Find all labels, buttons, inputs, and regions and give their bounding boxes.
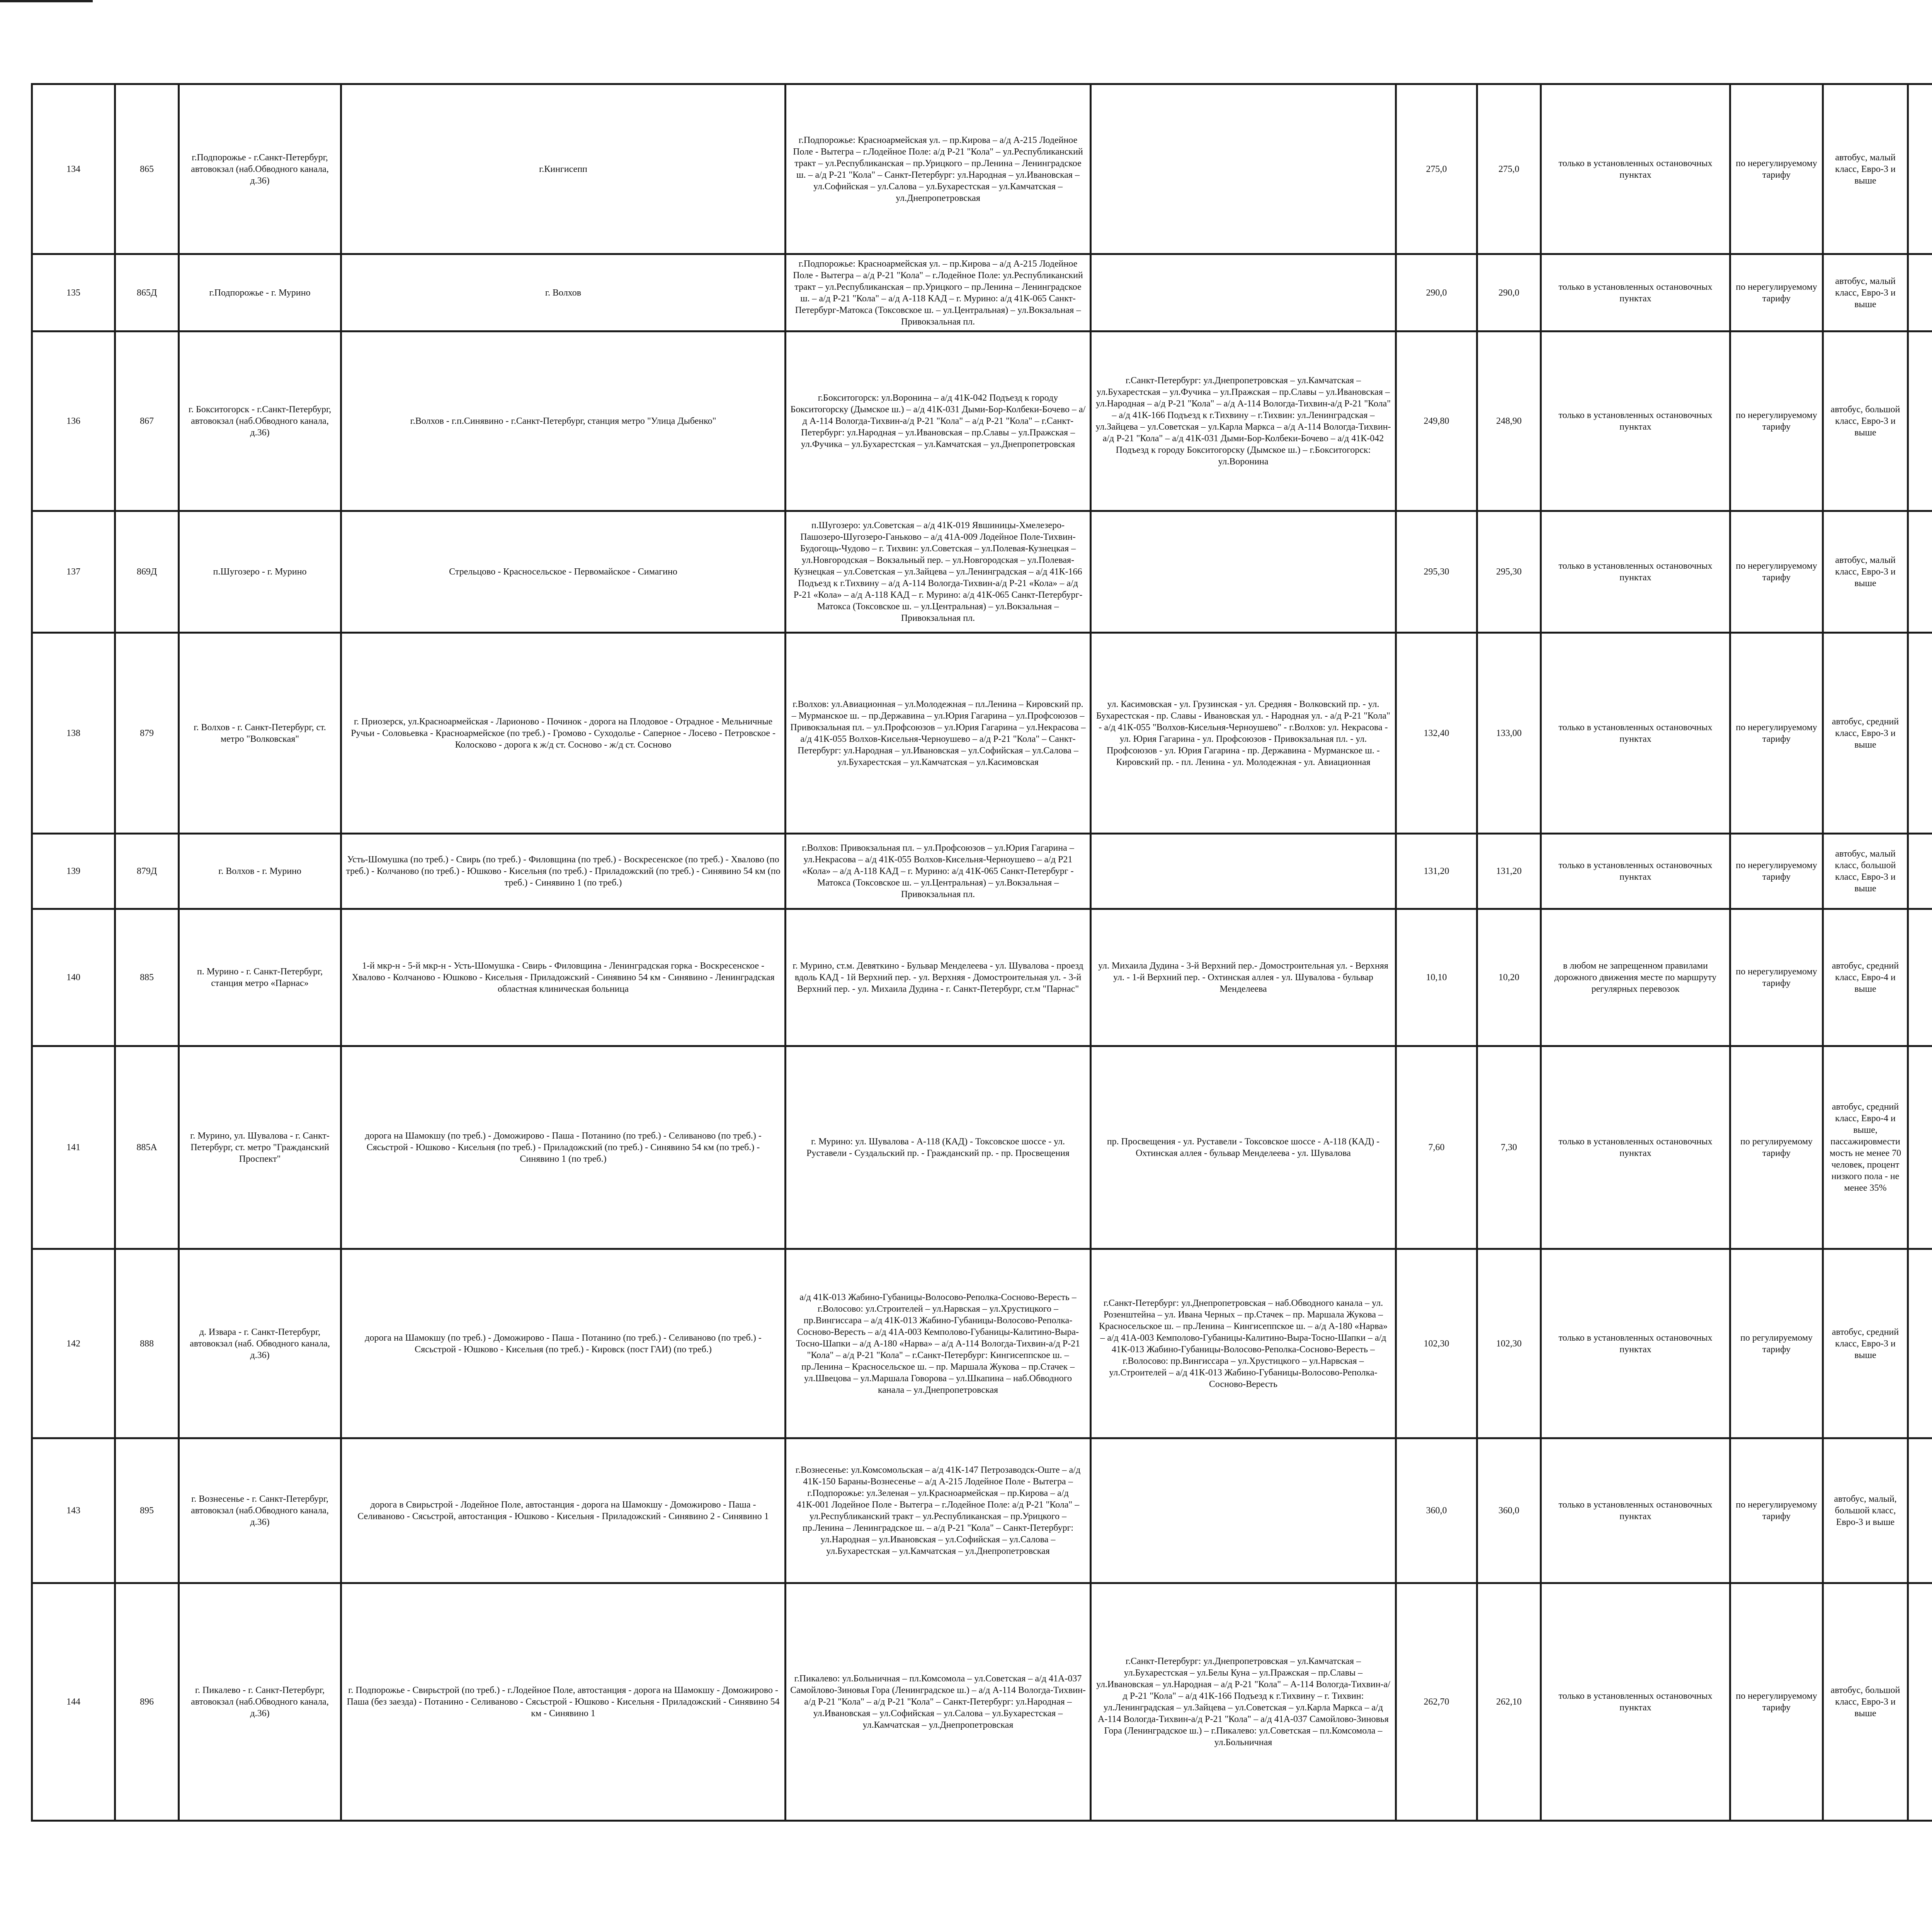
- streets-back-text: г.Санкт-Петербург: ул.Днепропетровская – ул.Камчатская – ул.Бухарестская – ул.Белы Куна – ул.Пражская – пр.Славы – ул.Ивановская – ул.Народная – а/д Р-21 "Кола" – А-114 Вологда-Тихвин-а/д Р-21 "Кола" – а/д 41К-166 Подъезд к г.Тихвину – г. Тихвин: ул.Ленинградская – ул.Зайцева – ул.Советская – ул.Карла Маркса – а/д А-114 Вологда-Тихвин-а/д Р-21 "Кола" – а/д 41А-037 Самойлово-Зиновья Гора (Ленинградское ш.) – г.Пикалево: ул.Советская – пл.Комсомола – ул.Больничная: [1096, 1656, 1390, 1747]
- length-back-text: 7,30: [1501, 1142, 1517, 1152]
- row-number-text: 138: [66, 728, 80, 738]
- row-number-text: 144: [66, 1697, 80, 1707]
- route-number-text: 865Д: [136, 287, 157, 298]
- vehicle-class-text: автобус, средний класс, Евро-4 и выше, пассажировместимость не менее 70 человек, процент низкого пола - не менее 35%: [1829, 1102, 1901, 1193]
- streets-forward-text: г. Мурино, ст.м. Девяткино - Бульвар Менделеева - ул. Шувалова - проезд вдоль КАД - 1й Верхний пер. - ул. Верхняя - Домостроительная ул. - 3-й Верхний пер. - ул. Михаила Дудина - г. Санкт-Петербург, ст.м "Парнас": [793, 961, 1083, 994]
- streets-back-text: г.Санкт-Петербург: ул.Днепропетровская – ул.Камчатская – ул.Бухарестская – ул.Фучика – ул.Пражская – пр.Славы – ул.Ивановская – ул.Народная – а/д Р-21 "Кола" – а/д А-114 Вологда-Тихвин-а/д Р-21 "Кола" – а/д 41К-166 Подъезд к г.Тихвину – г.Тихвин: ул.Ленинградская – ул.Зайцева – ул.Советская – ул.Карла Маркса – а/д А-114 Вологда-Тихвин-а/д Р-21 "Кола" – а/д 41К-031 Дыми-Бор-Колбеки-Бочево – а/д 41К-042 Подъезд к городу Бокситогорску (Дымское ш.) – г.Бокситогорск: ул.Воронина: [1095, 376, 1391, 467]
- table-row: [32, 834, 1932, 909]
- streets-back-cell: [1091, 511, 1396, 633]
- row-number-cell: [32, 331, 115, 511]
- row-number-cell: [32, 909, 115, 1046]
- vehicle-class-text: автобус, малый класс, Евро-3 и выше: [1835, 555, 1896, 588]
- boarding-procedure-text: только в установленных остановочных пунктах: [1558, 722, 1713, 744]
- route-endpoints-text: п.Шугозеро - г. Мурино: [213, 567, 307, 577]
- length-back-text: 295,30: [1496, 567, 1522, 577]
- route-endpoints-cell: [179, 834, 341, 909]
- row-number-cell: [32, 254, 115, 331]
- route-endpoints-cell: [179, 331, 341, 511]
- intermediate-stops-cell: [341, 834, 786, 909]
- length-forward-cell: [1396, 1583, 1477, 1821]
- boarding-procedure-cell: [1541, 909, 1730, 1046]
- row-number-cell: [32, 1249, 115, 1438]
- streets-back-cell: [1091, 909, 1396, 1046]
- route-number-text: 896: [140, 1697, 154, 1707]
- length-back-cell: [1477, 1046, 1541, 1249]
- streets-forward-cell: [786, 633, 1091, 834]
- boarding-procedure-text: только в установленных остановочных пунктах: [1558, 1691, 1713, 1713]
- streets-back-cell: [1091, 633, 1396, 834]
- vehicle-class-text: автобус, малый класс, большой класс, Евро-3 и выше: [1835, 849, 1896, 894]
- streets-forward-cell: [786, 834, 1091, 909]
- streets-forward-text: г.Подпорожье: Красноармейская ул. – пр.Кирова – а/д А-215 Лодейное Поле - Вытегра – г.Лодейное Поле: а/д Р-21 "Кола" – ул.Республиканский тракт – ул.Республиканская – пр.Урицкого – пр.Ленина – Ленинградское ш. – а/д Р-21 "Кола" – Санкт-Петербург: ул.Народная – ул.Ивановская – ул.Софийская – ул.Салова – ул.Бухарестская – ул.Камчатская – ул.Днепропетровская: [793, 135, 1083, 203]
- intermediate-stops-cell: [341, 84, 786, 254]
- tariff-type-text: по нерегулируемому тарифу: [1736, 1500, 1817, 1521]
- route-number-cell: [115, 84, 179, 254]
- intermediate-stops-cell: [341, 1438, 786, 1583]
- streets-forward-text: г.Волхов: ул.Авиационная – ул.Молодежная – пл.Ленина – Кировский пр. – Мурманское ш. – пр.Державина – ул.Юрия Гагарина – ул.Профсоюзов – Привокзальная пл. – ул.Профсоюзов – ул.Юрия Гагарина – ул.Некрасова – а/д 41К-055 Волхов-Кисельня-Черноушево – а/д Р-21 "Кола" – Санкт-Петербург: ул.Народная – ул.Ивановская – ул.Софийская – ул.Салова – ул.Бухарестская – ул.Камчатская – ул.Касимовская: [790, 699, 1086, 767]
- tariff-type-text: по нерегулируемому тарифу: [1736, 860, 1817, 882]
- length-forward-cell: [1396, 633, 1477, 834]
- length-forward-cell: [1396, 84, 1477, 254]
- table-row: [32, 1438, 1932, 1583]
- intermediate-stops-text: дорога на Шамокшу (по треб.) - Доможирово - Паша - Потанино (по треб.) - Селиваново (по треб.) - Сясьстрой - Юшково - Кисельня (по треб.) - Приладожский (по треб.) - Синявино 54 км (по треб.) - Синявино 1 (по треб.): [365, 1131, 762, 1164]
- length-forward-text: 132,40: [1423, 728, 1449, 738]
- tariff-type-cell: [1730, 1438, 1823, 1583]
- intermediate-stops-cell: [341, 254, 786, 331]
- tariff-type-cell: [1730, 1583, 1823, 1821]
- tariff-type-cell: [1730, 511, 1823, 633]
- length-forward-text: 275,0: [1426, 164, 1447, 174]
- length-back-cell: [1477, 254, 1541, 331]
- streets-back-cell: [1091, 254, 1396, 331]
- route-endpoints-text: г.Подпорожье - г. Мурино: [209, 287, 311, 298]
- row-number-text: 140: [66, 972, 80, 982]
- intermediate-stops-cell: [341, 331, 786, 511]
- streets-back-cell: [1091, 331, 1396, 511]
- row-number-cell: [32, 511, 115, 633]
- vehicle-class-cell: [1823, 1438, 1908, 1583]
- length-back-cell: [1477, 331, 1541, 511]
- boarding-procedure-cell: [1541, 331, 1730, 511]
- intermediate-stops-text: г. Приозерск, ул.Красноармейская - Ларионово - Починок - дорога на Плодовое - Отрадное - Мельничные Ручьи - Соловьевка - Красноармейское (по треб.) - Громово - Суходолье - Саперное - Лосево - Петровское - Колосково - дорога к ж/д ст. Сосново - ж/д ст. Сосново: [351, 716, 776, 750]
- vehicle-count-cell: [1908, 909, 1932, 1046]
- vehicle-class-text: автобус, малый класс, Евро-3 и выше: [1835, 276, 1896, 309]
- table-row: [32, 909, 1932, 1046]
- streets-back-text: ул. Касимовская - ул. Грузинская - ул. Средняя - Волковский пр. - ул. Бухарестская - пр. Славы - Ивановская ул. - Народная ул. - а/д Р-21 "Кола" - а/д 41К-055 "Волхов-Кисельня-Черноушево" - г.Волхов: ул. Некрасова - ул. Юрия Гагарина - ул. Профсоюзов - Привокзальная пл. - ул. Профсоюзов - ул. Юрия Гагарина - пр. Державина - Мурманское ш. - Кировский пр. - пл. Ленина - ул. Молодежная - ул. Авиационная: [1096, 699, 1390, 767]
- boarding-procedure-cell: [1541, 511, 1730, 633]
- tariff-type-text: по нерегулируемому тарифу: [1736, 410, 1817, 432]
- streets-back-text: ул. Михаила Дудина - 3-й Верхний пер.- Домостроительная ул. - Верхняя ул. - 1-й Верхний пер. - Охтинская аллея - ул. Шувалова - бульвар Менделеева: [1098, 961, 1388, 994]
- boarding-procedure-text: только в установленных остановочных пунктах: [1558, 158, 1713, 180]
- route-number-cell: [115, 909, 179, 1046]
- table-row: [32, 331, 1932, 511]
- row-number-text: 142: [66, 1338, 80, 1349]
- intermediate-stops-text: г.Кингисепп: [539, 164, 587, 174]
- boarding-procedure-text: в любом не запрещенном правилами дорожного движения месте по маршруту регулярных перевозок: [1554, 961, 1717, 994]
- row-number-text: 137: [66, 567, 80, 577]
- streets-forward-text: п.Шугозеро: ул.Советская – а/д 41К-019 Явшиницы-Хмелезеро-Пашозеро-Шугозеро-Ганьково – а/д 41А-009 Лодейное Поле-Тихвин-Будогощь-Чудово – г. Тихвин: ул.Советская – ул.Полевая-Кузнецкая – ул.Новгородская – Вокзальный пер. – ул.Новгородская – ул.Полевая-Кузнецкая – ул.Советская – ул.Зайцева – ул.Ленинградская – а/д 41К-166 Подъезд к г.Тихвину – а/д А-114 Вологда-Тихвин-а/д Р-21 «Кола» – а/д Р-21 «Кола» – а/д А-118 КАД – г. Мурино: а/д 41К-065 Санкт-Петербург-Матокса (Токсовское ш. – ул.Центральная) – ул.Вокзальная – Привокзальная пл.: [793, 520, 1083, 623]
- length-forward-cell: [1396, 511, 1477, 633]
- streets-forward-text: г.Вознесенье: ул.Комсомольская – а/д 41К-147 Петрозаводск-Оште – а/д 41К-150 Бараны-Вознесенье – а/д А-215 Лодейное Поле - Вытегра – г.Подпорожье: ул.Зеленая – ул.Красноармейская – пр.Кирова – а/д 41К-001 Лодейное Поле - Вытегра – г.Лодейное Поле: а/д Р-21 "Кола" – ул.Республиканский тракт – ул.Республиканская – пр.Урицкого – пр.Ленина – Ленинградское ш. – а/д Р-21 "Кола" – Санкт-Петербург: ул.Народная – ул.Ивановская – ул.Софийская – ул.Салова – ул.Бухарестская – ул.Камчатская – ул.Днепропетровская: [795, 1465, 1081, 1556]
- boarding-procedure-cell: [1541, 834, 1730, 909]
- boarding-procedure-cell: [1541, 1249, 1730, 1438]
- tariff-type-cell: [1730, 331, 1823, 511]
- tariff-type-text: по нерегулируемому тарифу: [1736, 561, 1817, 583]
- route-endpoints-cell: [179, 1583, 341, 1821]
- route-endpoints-cell: [179, 909, 341, 1046]
- vehicle-class-cell: [1823, 84, 1908, 254]
- length-back-text: 360,0: [1498, 1506, 1519, 1516]
- streets-back-cell: [1091, 1046, 1396, 1249]
- vehicle-count-cell: [1908, 834, 1932, 909]
- vehicle-count-cell: [1908, 1046, 1932, 1249]
- streets-forward-cell: [786, 511, 1091, 633]
- vehicle-class-cell: [1823, 633, 1908, 834]
- table-row: [32, 254, 1932, 331]
- row-number-text: 143: [66, 1506, 80, 1516]
- table-row: [32, 1046, 1932, 1249]
- length-back-cell: [1477, 909, 1541, 1046]
- vehicle-class-cell: [1823, 511, 1908, 633]
- route-endpoints-text: г.Подпорожье - г.Санкт-Петербург, автовокзал (наб.Обводного канала, д.36): [191, 152, 329, 186]
- tariff-type-text: по нерегулируемому тарифу: [1736, 1691, 1817, 1713]
- vehicle-class-text: автобус, малый, большой класс, Евро-3 и выше: [1834, 1494, 1897, 1527]
- intermediate-stops-cell: [341, 1249, 786, 1438]
- route-endpoints-cell: [179, 1438, 341, 1583]
- vehicle-class-text: автобус, малый класс, Евро-3 и выше: [1835, 152, 1896, 186]
- length-forward-text: 360,0: [1426, 1506, 1447, 1516]
- streets-back-cell: [1091, 1249, 1396, 1438]
- route-number-cell: [115, 1046, 179, 1249]
- route-endpoints-text: г. Вознесенье - г. Санкт-Петербург, автовокзал (наб.Обводного канала, д.36): [191, 1494, 329, 1527]
- row-number-text: 136: [66, 416, 80, 426]
- route-number-cell: [115, 1583, 179, 1821]
- route-number-text: 867: [140, 416, 154, 426]
- intermediate-stops-text: 1-й мкр-н - 5-й мкр-н - Усть-Шомушка - Свирь - Филовщина - Ленинградская горка - Воскресенское - Хвалово - Колчаново - Юшково - Кисельня - Приладожский - Синявино 54 км - Синявино - Ленинградская областная клиническая больница: [352, 961, 775, 994]
- vehicle-class-text: автобус, большой класс, Евро-3 и выше: [1830, 1685, 1900, 1718]
- boarding-procedure-cell: [1541, 1583, 1730, 1821]
- table-row: [32, 633, 1932, 834]
- intermediate-stops-text: г. Подпорожье - Свирьстрой (по треб.) - г.Лодейное Поле, автостанция - дорога на Шамокшу - Доможирово - Паша (без заезда) - Потанино - Селиваново - Сясьстрой - Юшково - Кисельня - Приладожский - Синявино 54 км - Синявино 1: [347, 1685, 780, 1718]
- vehicle-class-cell: [1823, 254, 1908, 331]
- length-back-cell: [1477, 84, 1541, 254]
- vehicle-class-text: автобус, средний класс, Евро-4 и выше: [1832, 961, 1899, 994]
- table-row: [32, 511, 1932, 633]
- streets-forward-cell: [786, 909, 1091, 1046]
- vehicle-count-cell: [1908, 254, 1932, 331]
- tariff-type-cell: [1730, 1046, 1823, 1249]
- route-endpoints-text: г. Мурино, ул. Шувалова - г. Санкт-Петербург, ст. метро "Гражданский Проспект": [190, 1131, 330, 1164]
- tariff-type-cell: [1730, 633, 1823, 834]
- streets-back-cell: [1091, 1583, 1396, 1821]
- intermediate-stops-text: дорога на Шамокшу (по треб.) - Доможирово - Паша - Потанино (по треб.) - Селиваново (по треб.) - Сясьстрой - Юшково - Кисельня (по треб.) - Кировск (пост ГАИ) (по треб.): [365, 1333, 762, 1355]
- boarding-procedure-cell: [1541, 633, 1730, 834]
- tariff-type-text: по нерегулируемому тарифу: [1736, 282, 1817, 304]
- length-back-cell: [1477, 633, 1541, 834]
- tariff-type-cell: [1730, 84, 1823, 254]
- intermediate-stops-text: Усть-Шомушка (по треб.) - Свирь (по треб.) - Филовщина (по треб.) - Воскресенское (по треб.) - Хвалово (по треб.) - Колчаново (по треб.) - Юшково - Кисельня (по треб.) - Приладожский (по треб.) - Синявино 54 км (по треб.) - Синявино 1 (по треб.): [346, 855, 781, 888]
- route-endpoints-cell: [179, 1046, 341, 1249]
- routes-table: [31, 83, 1932, 1822]
- streets-forward-text: г.Подпорожье: Красноармейская ул. – пр.Кирова – а/д А-215 Лодейное Поле - Вытегра – а/д Р-21 "Кола" – г.Лодейное Поле: ул.Республиканский тракт – ул.Республиканская – пр.Урицкого – пр.Ленина – Ленинградское ш. – а/д Р-21 "Кола" – а/д А-118 КАД – г. Мурино: а/д 41К-065 Санкт-Петербург-Матокса (Токсовское ш. – ул.Центральная) – ул.Вокзальная – Привокзальная пл.: [793, 258, 1083, 327]
- streets-forward-cell: [786, 84, 1091, 254]
- tariff-type-text: по регулируемому тарифу: [1740, 1137, 1813, 1158]
- intermediate-stops-text: Стрельцово - Красносельское - Первомайское - Симагино: [449, 567, 677, 577]
- length-back-cell: [1477, 1583, 1541, 1821]
- route-number-text: 888: [140, 1338, 154, 1349]
- boarding-procedure-cell: [1541, 1438, 1730, 1583]
- route-number-cell: [115, 331, 179, 511]
- tariff-type-cell: [1730, 834, 1823, 909]
- length-back-text: 133,00: [1496, 728, 1522, 738]
- length-forward-text: 295,30: [1423, 567, 1449, 577]
- intermediate-stops-text: дорога в Свирьстрой - Лодейное Поле, автостанция - дорога на Шамокшу - Доможирово - Паша - Селиваново - Сясьстрой, автостанция - Юшково - Кисельня - Приладожский - Синявино 2 - Синявино 1: [357, 1500, 769, 1521]
- boarding-procedure-text: только в установленных остановочных пунктах: [1558, 410, 1713, 432]
- intermediate-stops-text: г. Волхов: [545, 287, 582, 298]
- length-back-text: 262,10: [1496, 1697, 1522, 1707]
- route-number-cell: [115, 633, 179, 834]
- vehicle-count-cell: [1908, 633, 1932, 834]
- vehicle-class-cell: [1823, 909, 1908, 1046]
- length-forward-cell: [1396, 254, 1477, 331]
- boarding-procedure-text: только в установленных остановочных пунктах: [1558, 282, 1713, 304]
- route-number-text: 869Д: [136, 567, 157, 577]
- route-number-text: 865: [140, 164, 154, 174]
- length-forward-text: 249,80: [1423, 416, 1449, 426]
- route-number-cell: [115, 511, 179, 633]
- route-endpoints-cell: [179, 1249, 341, 1438]
- length-back-cell: [1477, 1249, 1541, 1438]
- vehicle-count-cell: [1908, 1438, 1932, 1583]
- register-sheet: [31, 83, 1932, 1820]
- tariff-type-cell: [1730, 1249, 1823, 1438]
- route-endpoints-cell: [179, 633, 341, 834]
- table-row: [32, 84, 1932, 254]
- length-back-text: 248,90: [1496, 416, 1522, 426]
- length-forward-cell: [1396, 909, 1477, 1046]
- boarding-procedure-text: только в установленных остановочных пунктах: [1558, 1500, 1713, 1521]
- boarding-procedure-cell: [1541, 254, 1730, 331]
- row-number-text: 141: [66, 1142, 80, 1152]
- length-back-cell: [1477, 1438, 1541, 1583]
- route-number-cell: [115, 1249, 179, 1438]
- route-endpoints-text: г. Пикалево - г. Санкт-Петербург, автовокзал (наб.Обводного канала, д.36): [191, 1685, 329, 1718]
- length-forward-cell: [1396, 1046, 1477, 1249]
- boarding-procedure-cell: [1541, 1046, 1730, 1249]
- route-number-cell: [115, 1438, 179, 1583]
- vehicle-class-cell: [1823, 834, 1908, 909]
- length-back-text: 131,20: [1496, 866, 1522, 876]
- route-endpoints-text: г. Волхов - г. Мурино: [218, 866, 301, 876]
- length-forward-cell: [1396, 1438, 1477, 1583]
- route-endpoints-cell: [179, 84, 341, 254]
- streets-forward-cell: [786, 1438, 1091, 1583]
- length-back-cell: [1477, 834, 1541, 909]
- streets-forward-text: а/д 41К-013 Жабино-Губаницы-Волосово-Реполка-Сосново-Вересть – г.Волосово: ул.Строителей – ул.Нарвская – ул.Хрустицкого – пр.Вингиссара – а/д 41К-013 Жабино-Губаницы-Волосово-Реполка-Сосново-Вересть – а/д 41А-003 Кемполово-Губаницы-Калитино-Выра-Тосно-Шапки – а/д А-180 «Нарва» – а/д А-114 Вологда-Тихвин-а/д Р-21 "Кола" – а/д Р-21 "Кола" – г.Санкт-Петербург: Кингисеппское ш. – пр.Ленина – Красносельское ш. – пр. Маршала Жукова – пр.Стачек – ул.Швецова – ул.Маршала Говорова – ул.Шкапина – наб.Обводного канала – ул.Днепропетровская: [796, 1292, 1080, 1395]
- route-number-text: 879: [140, 728, 154, 738]
- route-number-text: 879Д: [136, 866, 157, 876]
- tariff-type-text: по нерегулируемому тарифу: [1736, 722, 1817, 744]
- vehicle-count-cell: [1908, 511, 1932, 633]
- length-back-text: 275,0: [1498, 164, 1519, 174]
- length-forward-cell: [1396, 1249, 1477, 1438]
- length-forward-cell: [1396, 834, 1477, 909]
- boarding-procedure-text: только в установленных остановочных пунктах: [1558, 561, 1713, 583]
- route-endpoints-cell: [179, 511, 341, 633]
- vehicle-class-cell: [1823, 1249, 1908, 1438]
- streets-back-text: г.Санкт-Петербург: ул.Днепропетровская – наб.Обводного канала – ул. Розенштейна – ул. Ивана Черных – пр.Стачек – пр. Маршала Жукова – Красносельское ш. – пр.Ленина – Кингисеппское ш. – а/д А-180 «Нарва» – а/д 41А-003 Кемполово-Губаницы-Калитино-Выра-Тосно-Шапки – а/д 41К-013 Жабино-Губаницы-Волосово-Реполка-Сосново-Вересть – г.Волосово: пр.Вингиссара – ул.Хрустицкого – ул.Нарвская – ул.Строителей – а/д 41К-013 Жабино-Губаницы-Волосово-Реполка-Сосново-Вересть: [1099, 1298, 1388, 1389]
- streets-forward-text: г.Волхов: Привокзальная пл. – ул.Профсоюзов – ул.Юрия Гагарина – ул.Некрасова – а/д 41К-055 Волхов-Кисельня-Черноушево – а/д Р21 «Кола» – а/д А-118 КАД – г. Мурино: а/д 41К-065 Санкт-Петербург - Матокса (Токсовское ш. – ул.Центральная) – ул.Вокзальная – Привокзальная пл.: [802, 843, 1074, 899]
- row-number-text: 135: [66, 287, 80, 298]
- tariff-type-text: по нерегулируемому тарифу: [1736, 967, 1817, 988]
- vehicle-count-cell: [1908, 1249, 1932, 1438]
- route-endpoints-text: п. Мурино - г. Санкт-Петербург, станция метро «Парнас»: [197, 967, 323, 988]
- streets-forward-cell: [786, 331, 1091, 511]
- route-endpoints-cell: [179, 254, 341, 331]
- streets-back-cell: [1091, 834, 1396, 909]
- route-number-text: 895: [140, 1506, 154, 1516]
- length-forward-text: 102,30: [1423, 1338, 1449, 1349]
- vehicle-class-text: автобус, большой класс, Евро-3 и выше: [1830, 405, 1900, 438]
- row-number-text: 134: [66, 164, 80, 174]
- vehicle-count-cell: [1908, 1583, 1932, 1821]
- intermediate-stops-cell: [341, 1046, 786, 1249]
- table-row: [32, 1583, 1932, 1821]
- top-edge-mark: [0, 0, 93, 2]
- vehicle-class-text: автобус, средний класс, Евро-3 и выше: [1832, 716, 1899, 750]
- vehicle-class-cell: [1823, 331, 1908, 511]
- boarding-procedure-text: только в установленных остановочных пунктах: [1558, 1333, 1713, 1355]
- route-endpoints-text: д. Извара - г. Санкт-Петербург, автовокзал (наб. Обводного канала, д.36): [190, 1327, 330, 1360]
- vehicle-count-cell: [1908, 84, 1932, 254]
- length-back-text: 290,0: [1498, 287, 1519, 298]
- route-endpoints-text: г. Бокситогорск - г.Санкт-Петербург, автовокзал (наб.Обводного канала, д.36): [188, 405, 332, 438]
- streets-forward-text: г. Мурино: ул. Шувалова - А-118 (КАД) - Токсовское шоссе - ул. Руставели - Суздальский пр. - Гражданский пр. - пр. Просвещения: [806, 1137, 1070, 1158]
- streets-back-cell: [1091, 1438, 1396, 1583]
- length-forward-text: 10,10: [1426, 972, 1447, 982]
- length-forward-text: 7,60: [1428, 1142, 1445, 1152]
- streets-back-text: пр. Просвещения - ул. Руставели - Токсовское шоссе - А-118 (КАД) - Охтинская аллея - бульвар Менделеева - ул. Шувалова: [1107, 1137, 1380, 1158]
- intermediate-stops-cell: [341, 633, 786, 834]
- route-number-cell: [115, 254, 179, 331]
- vehicle-count-cell: [1908, 331, 1932, 511]
- streets-forward-text: г.Пикалево: ул.Больничная – пл.Комсомола – ул.Советская – а/д 41А-037 Самойлово-Зиновья Гора (Ленинградское ш.) – а/д А-114 Вологда-Тихвин-а/д Р-21 "Кола" – а/д Р-21 "Кола" – Санкт-Петербург: ул.Народная – ул.Ивановская – ул.Софийская – ул.Салова – ул.Бухарестская – ул.Камчатская – ул.Днепропетровская: [790, 1674, 1086, 1730]
- streets-forward-cell: [786, 1046, 1091, 1249]
- vehicle-class-text: автобус, средний класс, Евро-3 и выше: [1832, 1327, 1899, 1360]
- row-number-cell: [32, 1046, 115, 1249]
- streets-forward-cell: [786, 1249, 1091, 1438]
- tariff-type-cell: [1730, 909, 1823, 1046]
- route-number-text: 885А: [136, 1142, 157, 1152]
- boarding-procedure-cell: [1541, 84, 1730, 254]
- length-forward-text: 131,20: [1423, 866, 1449, 876]
- tariff-type-text: по нерегулируемому тарифу: [1736, 158, 1817, 180]
- row-number-text: 139: [66, 866, 80, 876]
- length-back-text: 102,30: [1496, 1338, 1522, 1349]
- intermediate-stops-cell: [341, 511, 786, 633]
- length-forward-cell: [1396, 331, 1477, 511]
- length-back-cell: [1477, 511, 1541, 633]
- intermediate-stops-cell: [341, 1583, 786, 1821]
- route-number-text: 885: [140, 972, 154, 982]
- vehicle-class-cell: [1823, 1046, 1908, 1249]
- row-number-cell: [32, 1438, 115, 1583]
- streets-forward-cell: [786, 1583, 1091, 1821]
- boarding-procedure-text: только в установленных остановочных пунктах: [1558, 1137, 1713, 1158]
- route-endpoints-text: г. Волхов - г. Санкт-Петербург, ст. метро "Волковская": [194, 722, 326, 744]
- streets-back-cell: [1091, 84, 1396, 254]
- row-number-cell: [32, 834, 115, 909]
- row-number-cell: [32, 1583, 115, 1821]
- tariff-type-cell: [1730, 254, 1823, 331]
- intermediate-stops-text: г.Волхов - г.п.Синявино - г.Санкт-Петербург, станция метро "Улица Дыбенко": [410, 416, 716, 426]
- length-back-text: 10,20: [1498, 972, 1519, 982]
- length-forward-text: 262,70: [1423, 1697, 1449, 1707]
- boarding-procedure-text: только в установленных остановочных пунктах: [1558, 860, 1713, 882]
- intermediate-stops-cell: [341, 909, 786, 1046]
- streets-forward-text: г.Бокситогорск: ул.Воронина – а/д 41К-042 Подъезд к городу Бокситогорску (Дымское ш.) – а/д 41К-031 Дыми-Бор-Колбеки-Бочево – а/д А-114 Вологда-Тихвин-а/д Р-21 "Кола" – а/д Р-21 "Кола" – г.Санкт-Петербург: ул.Народная – ул.Ивановская – пр.Славы – ул.Пражская – ул.Фучика – ул.Бухарестская – ул.Камчатская – ул.Днепропетровская: [790, 393, 1086, 449]
- vehicle-class-cell: [1823, 1583, 1908, 1821]
- tariff-type-text: по регулируемому тарифу: [1740, 1333, 1813, 1355]
- length-forward-text: 290,0: [1426, 287, 1447, 298]
- row-number-cell: [32, 84, 115, 254]
- row-number-cell: [32, 633, 115, 834]
- streets-forward-cell: [786, 254, 1091, 331]
- route-number-cell: [115, 834, 179, 909]
- table-row: [32, 1249, 1932, 1438]
